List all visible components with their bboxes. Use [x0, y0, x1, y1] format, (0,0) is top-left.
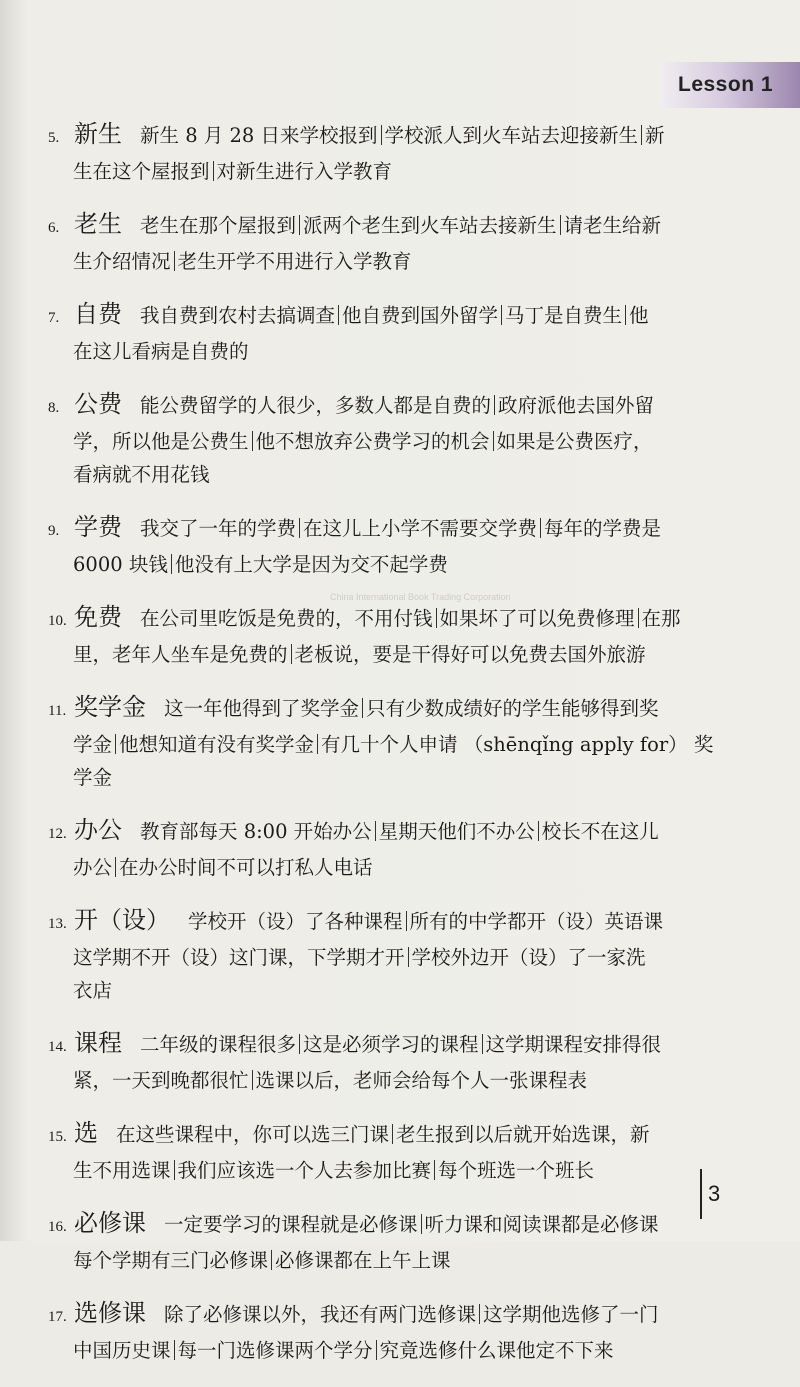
entry-line: [48, 974, 760, 1007]
entry-number: 7.: [48, 310, 60, 326]
example-separator: [482, 1034, 483, 1054]
example-sentence: 这学期他选修了一门: [483, 1303, 659, 1326]
entry-number: 10.: [48, 613, 67, 629]
example-sentence: 老生报到以后就开始选课，新: [396, 1123, 650, 1146]
example-separator: [291, 644, 292, 664]
example-sentence: 看病就不用花钱: [73, 463, 210, 486]
entry-line: [48, 1334, 760, 1367]
entry-line: [48, 388, 760, 425]
vocab-word: 课程: [74, 1029, 122, 1057]
example-separator: [115, 734, 116, 754]
entry-number: 15.: [48, 1129, 67, 1145]
example-separator: [271, 1250, 272, 1270]
example-sentence: 新: [645, 124, 665, 147]
example-sentence: 教育部每天 8:00 开始办公: [140, 820, 372, 843]
entry-number: 6.: [48, 220, 60, 236]
example-separator: [434, 1160, 435, 1180]
example-sentence: 老生开学不用进行入学教育: [177, 250, 412, 273]
entry-line: [48, 814, 760, 851]
example-sentence: 听力课和阅读课都是必修课: [424, 1213, 659, 1236]
example-sentence: 生介绍情况: [73, 250, 171, 273]
example-sentence: 能公费留学的人很少，多数人都是自费的: [140, 394, 492, 417]
entry-line: [48, 638, 760, 671]
example-sentence: 在那: [641, 607, 681, 630]
example-sentence: 校长不在这儿: [541, 820, 659, 843]
example-separator: [317, 734, 318, 754]
vocab-entry: [48, 814, 760, 884]
example-separator: [493, 431, 494, 451]
example-separator: [375, 821, 376, 841]
example-sentence: 学校派人到火车站去迎接新生: [384, 124, 639, 147]
entry-line: [48, 298, 760, 335]
example-sentence: 所有的中学都开（设）英语课: [409, 910, 664, 933]
example-separator: [436, 608, 437, 628]
entry-number: 11.: [48, 703, 67, 719]
example-sentence: 一定要学习的课程就是必修课: [164, 1213, 418, 1236]
example-separator: [252, 431, 253, 451]
example-separator: [174, 1340, 175, 1360]
example-sentence: 里，老年人坐车是免费的: [73, 643, 288, 666]
vocab-word: 奖学金: [74, 693, 146, 721]
entry-number: 5.: [48, 130, 60, 146]
example-sentence: 星期天他们不办公: [378, 820, 535, 843]
vocab-word: 老生: [74, 210, 122, 238]
example-separator: [299, 518, 300, 538]
example-separator: [174, 1160, 175, 1180]
example-separator: [494, 395, 495, 415]
example-sentence: 这学期课程安排得很: [485, 1033, 662, 1056]
vocab-word: 新生: [74, 120, 122, 148]
entry-line: [48, 1064, 760, 1097]
example-separator: [408, 947, 409, 967]
example-separator: [381, 125, 382, 145]
example-sentence: 在这儿上小学不需要交学费: [303, 517, 538, 540]
example-sentence: 这是必须学习的课程: [303, 1033, 479, 1056]
entry-line: [48, 1244, 760, 1277]
example-separator: [538, 821, 539, 841]
example-sentence: 他: [629, 304, 649, 327]
example-separator: [174, 251, 175, 271]
example-sentence: 派两个老生到火车站去接新生: [303, 214, 557, 237]
entry-number: 17.: [48, 1309, 67, 1325]
example-sentence: 学金: [73, 766, 113, 789]
example-sentence: 老板说，要是干得好可以免费去国外旅游: [294, 643, 646, 666]
entry-line: [48, 458, 760, 491]
entry-line: [48, 1027, 760, 1064]
entry-line: [48, 601, 760, 638]
vocab-entry: [48, 1117, 760, 1187]
example-separator: [252, 1070, 253, 1090]
vocab-entry: [48, 118, 760, 188]
example-sentence: 学，所以他是公费生: [73, 430, 249, 453]
example-sentence: 如果坏了可以免费修理: [439, 607, 635, 630]
example-sentence: 中国历史课: [73, 1339, 171, 1362]
vocab-entry: [48, 691, 760, 794]
example-separator: [479, 1304, 480, 1324]
entry-line: [48, 425, 760, 458]
watermark: China International Book Trading Corporation: [330, 592, 511, 602]
vocab-entry: [48, 388, 760, 491]
vocab-entry: [48, 1297, 760, 1367]
example-sentence: 生不用选课: [73, 1159, 171, 1182]
example-sentence: 在公司里吃饭是免费的，不用付钱: [140, 607, 433, 630]
example-sentence: 每一门选修课两个学分: [177, 1339, 373, 1362]
vocab-entry: [48, 511, 760, 581]
page-number-text: 3: [708, 1181, 721, 1206]
vocab-entry: [48, 1027, 760, 1097]
entry-number: 9.: [48, 523, 60, 539]
vocab-entry: [48, 601, 760, 671]
example-sentence: 学校外边开（设）了一家洗: [411, 946, 646, 969]
lesson-tab: [660, 62, 800, 108]
example-sentence: 紧，一天到晚都很忙: [73, 1069, 249, 1092]
example-sentence: 在这些课程中，你可以选三门课: [116, 1123, 390, 1146]
vocab-word: 办公: [74, 816, 122, 844]
example-separator: [501, 305, 502, 325]
example-sentence: 有几十个人申请 （shēnqǐng apply for） 奖: [321, 733, 714, 756]
vocab-word: 选: [74, 1119, 98, 1147]
example-separator: [362, 698, 363, 718]
example-sentence: 选课以后，老师会给每个人一张课程表: [255, 1069, 588, 1092]
example-sentence: 在办公时间不可以打私人电话: [119, 856, 373, 879]
example-separator: [641, 125, 642, 145]
example-sentence: 生在这个屋报到: [73, 160, 210, 183]
example-sentence: 对新生进行入学教育: [216, 160, 393, 183]
example-sentence: 每年的学费是: [544, 517, 662, 540]
example-separator: [299, 215, 300, 235]
vocab-word: 公费: [74, 390, 122, 418]
entry-line: [48, 245, 760, 278]
example-sentence: 每个班选一个班长: [438, 1159, 595, 1182]
entry-line: [48, 511, 760, 548]
example-separator: [299, 1034, 300, 1054]
example-sentence: 这学期不开（设）这门课，下学期才开: [73, 946, 405, 969]
vocab-word: 必修课: [74, 1209, 146, 1237]
example-sentence: 他自费到国外留学: [342, 304, 499, 327]
example-separator: [115, 857, 116, 877]
example-sentence: 老生在那个屋报到: [140, 214, 297, 237]
vocab-word: 学费: [74, 513, 122, 541]
entry-line: [48, 728, 760, 761]
vocab-word: 开（设）: [74, 906, 170, 934]
vocab-word: 免费: [74, 603, 122, 631]
example-sentence: 政府派他去国外留: [498, 394, 655, 417]
example-sentence: 每个学期有三门必修课: [73, 1249, 269, 1272]
example-separator: [421, 1214, 422, 1234]
example-separator: [540, 518, 541, 538]
example-separator: [392, 1124, 393, 1144]
example-separator: [560, 215, 561, 235]
entry-number: 13.: [48, 916, 67, 932]
vocab-entry: [48, 904, 760, 1007]
example-sentence: 在这儿看病是自费的: [73, 340, 249, 363]
example-sentence: 学金: [73, 733, 113, 756]
lesson-label: Lesson 1: [678, 73, 774, 96]
example-separator: [638, 608, 639, 628]
example-separator: [376, 1340, 377, 1360]
vocab-entry: [48, 208, 760, 278]
example-sentence: 请老生给新: [563, 214, 662, 237]
page-number: [700, 1169, 732, 1219]
example-sentence: 必修课都在上午上课: [275, 1249, 451, 1272]
example-sentence: 他没有上大学是因为交不起学费: [174, 553, 448, 576]
vocabulary-list: [48, 118, 760, 1387]
entry-line: [48, 1207, 760, 1244]
example-sentence: 如果是公费医疗，: [496, 430, 653, 453]
entry-line: [48, 691, 760, 728]
vocab-word: 选修课: [74, 1299, 146, 1327]
example-sentence: 马丁是自费生: [505, 304, 623, 327]
entry-line: [48, 1154, 760, 1187]
example-sentence: 除了必修课以外，我还有两门选修课: [164, 1303, 477, 1326]
example-separator: [213, 161, 214, 181]
example-sentence: 新生 8 月 28 日来学校报到: [140, 124, 378, 147]
example-sentence: 究竟选修什么课他定不下来: [379, 1339, 614, 1362]
vocab-entry: [48, 1207, 760, 1277]
entry-line: [48, 548, 760, 581]
entry-number: 8.: [48, 400, 60, 416]
entry-number: 12.: [48, 826, 67, 842]
example-sentence: 学校开（设）了各种课程: [188, 910, 403, 933]
example-sentence: 衣店: [73, 979, 113, 1002]
entry-line: [48, 904, 760, 941]
example-separator: [406, 911, 407, 931]
entry-line: [48, 335, 760, 368]
entry-line: [48, 851, 760, 884]
example-sentence: 我交了一年的学费: [140, 517, 297, 540]
entry-line: [48, 155, 760, 188]
entry-line: [48, 941, 760, 974]
entry-line: [48, 1297, 760, 1334]
example-separator: [338, 305, 339, 325]
entry-line: [48, 1117, 760, 1154]
entry-line: [48, 208, 760, 245]
entry-line: [48, 118, 760, 155]
vocab-word: 自费: [74, 300, 122, 328]
example-sentence: 办公: [73, 856, 113, 879]
example-sentence: 他想知道有没有奖学金: [119, 733, 315, 756]
example-separator: [625, 305, 626, 325]
example-sentence: 这一年他得到了奖学金: [164, 697, 360, 720]
example-separator: [171, 554, 172, 574]
entry-number: 14.: [48, 1039, 67, 1055]
example-sentence: 我自费到农村去搞调查: [140, 304, 336, 327]
vocab-entry: [48, 298, 760, 368]
example-sentence: 6000 块钱: [73, 553, 168, 576]
example-sentence: 我们应该选一个人去参加比赛: [177, 1159, 432, 1182]
example-sentence: 二年级的课程很多: [140, 1033, 297, 1056]
entry-line: [48, 761, 760, 794]
example-sentence: 他不想放弃公费学习的机会: [255, 430, 490, 453]
example-sentence: 只有少数成绩好的学生能够得到奖: [366, 697, 659, 720]
entry-number: 16.: [48, 1219, 67, 1235]
